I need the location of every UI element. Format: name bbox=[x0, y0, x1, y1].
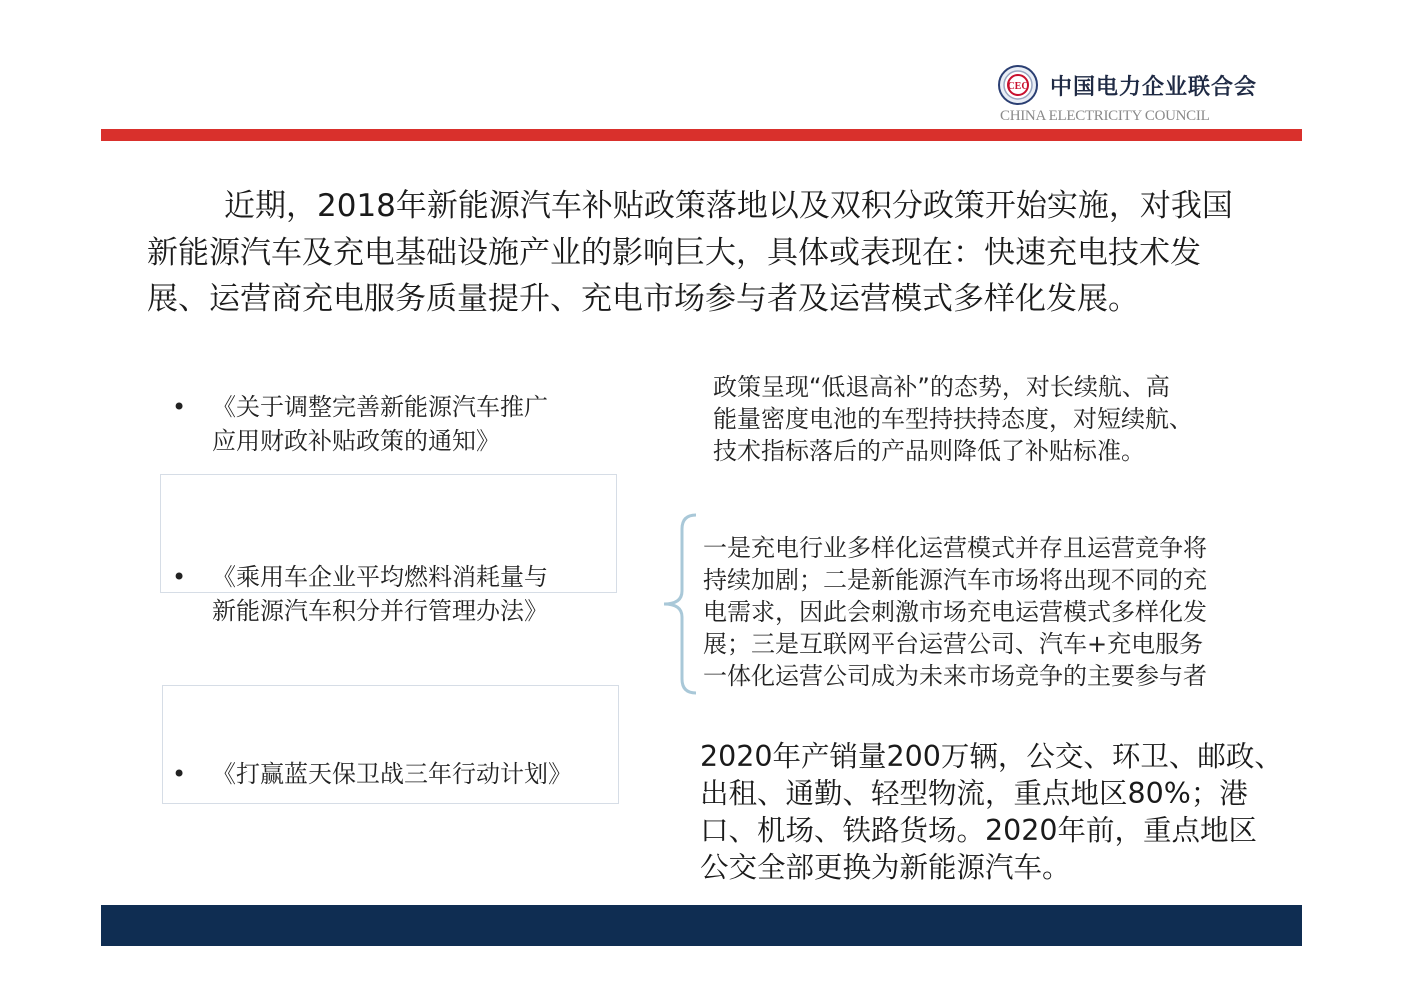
policy-title-line: 新能源汽车积分并行管理办法》 bbox=[212, 597, 548, 625]
policy-title bbox=[212, 757, 572, 791]
description-line: 公交全部更换为新能源汽车。 bbox=[700, 851, 1071, 884]
bullet-icon: • bbox=[172, 393, 187, 421]
cec-emblem-icon bbox=[998, 65, 1038, 105]
description-line: 一是充电行业多样化运营模式并存且运营竞争将 bbox=[703, 534, 1207, 562]
description-line: 口、机场、铁路货场。2020年前，重点地区 bbox=[700, 814, 1258, 847]
description-line: 技术指标落后的产品则降低了补贴标准。 bbox=[713, 437, 1145, 465]
description-line: 一体化运营公司成为未来市场竞争的主要参与者 bbox=[703, 662, 1207, 690]
bullet-icon: • bbox=[172, 563, 187, 591]
description-line: 展；三是互联网平台运营公司、汽车+充电服务 bbox=[703, 630, 1204, 658]
policy-title-line: 应用财政补贴政策的通知》 bbox=[212, 427, 500, 455]
policy-title-line: 《关于调整完善新能源汽车推广 bbox=[212, 393, 548, 421]
intro-paragraph: 近期，2018年新能源汽车补贴政策落地以及双积分政策开始实施，对我国新能源汽车及充电基础设施产业的影响巨大，具体或表现在：快速充电技术发展、运营商充电服务质量提升、充电市场参与者及运营模式多样化发展。 bbox=[147, 188, 1233, 317]
description-line: 2020年产销量200万辆，公交、环卫、邮政、 bbox=[700, 740, 1283, 773]
policy-title bbox=[212, 560, 548, 628]
org-logo bbox=[998, 64, 1258, 128]
policy-description-dual-credit bbox=[703, 532, 1288, 692]
description-line: 政策呈现“低退高补”的态势，对长续航、高 bbox=[713, 373, 1170, 401]
description-line: 电需求，因此会刺激市场充电运营模式多样化发 bbox=[703, 598, 1207, 626]
policy-title-line: 《乘用车企业平均燃料消耗量与 bbox=[212, 563, 548, 591]
description-line: 出租、通勤、轻型物流，重点地区80%；港 bbox=[700, 777, 1248, 810]
policy-description-subsidy bbox=[713, 371, 1273, 467]
svg-text:CEC: CEC bbox=[1007, 81, 1029, 92]
description-line: 持续加剧；二是新能源汽车市场将出现不同的充 bbox=[703, 566, 1207, 594]
bullet-icon: • bbox=[172, 760, 187, 788]
header-accent-bar bbox=[101, 129, 1302, 141]
footer-bar bbox=[101, 905, 1302, 946]
left-brace-icon bbox=[660, 513, 700, 695]
description-line: 能量密度电池的车型持扶持态度，对短续航、 bbox=[713, 405, 1193, 433]
org-name-cn: 中国电力企业联合会 bbox=[1050, 75, 1258, 100]
policy-title bbox=[212, 390, 548, 458]
policy-description-blue-sky bbox=[700, 738, 1300, 886]
policy-title-line: 《打赢蓝天保卫战三年行动计划》 bbox=[212, 760, 572, 788]
org-name-en: CHINA ELECTRICITY COUNCIL bbox=[1000, 108, 1210, 124]
